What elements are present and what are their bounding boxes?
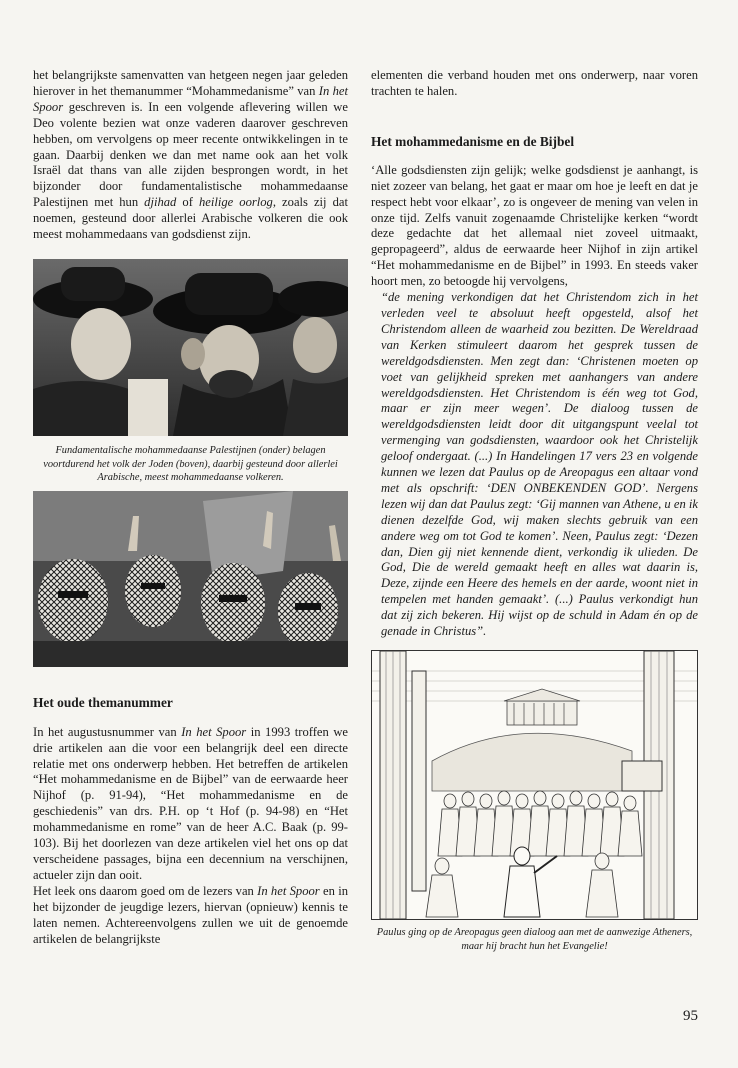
continued-paragraph: elementen die verband houden met ons onderwerp, naar voren trachten te halen. — [371, 68, 698, 98]
old-issue-paragraph-1: In het augustusnummer van In het Spoor in 1993 troffen we drie artikelen aan die voor een belangrijk deel een directe relatie met ons onderwerp hebben. Het betreffen de artikelen “Het mohammedanisme en de Bijbel” van de eerwaarde heer Nijhof (p. 91-94), “Het mohammedanisme en de geschiedenis” van drs. P.H. op ‘t Hof (p. 94-98) en “Het mohammedanisme en rome” van de heer A.C. Baak (p. 99-103). Bij het doorlezen van deze artikelen viel het ons op dat verscheidene passages, bijna een decennium na verschijnen, actueler zijn dan ooit. — [33, 724, 349, 882]
intro-paragraph: het belangrijkste samenvatten van hetgeen negen jaar geleden hierover in het themanummer “Mohammedanisme” van In het Spoor geschreven is. In een volgende aflevering willen we Deo volente bezien wat onze vaderen daarover geschreven hebben, om vervolgens op meer recente ontwikkelingen in te gaan. Daarbij denken we dan met name ook aan het volk Israël dat thans van alle zijden besprongen wordt, in het bijzonder door fundamentalistische mohammedaanse Palestijnen met hun djihad of heilige oorlog, zoals zij dat noemen, gesteund door allerlei Arabische volkeren die ook meest mohammedaans van godsdienst zijn. — [33, 68, 348, 242]
quote-text: “de mening verkondigen dat het Christendom zich in het verleden veel te absoluut heeft opgesteld, alsof het Christendom alleen de waarheid zou bezitten. De Wereldraad van Kerken stimuleert daarom het gesprek tussen de wereldgodsdiensten. Men zegt dan: ‘Christenen moeten op voet van gelijkheid spreken met aanhangers van andere wereldgodsdiensten. Het Christendom is één weg tot God, maar er zijn meer wegen’. De dialoog tussen de wereldgodsdiensten leidt door dit uitgangspunt veelal tot vermenging van godsdiensten, waardoor ook het Christelijk geloof ondergaat. (...) In Handelingen 17 vers 23 en volgende kunnen we lezen dat Paulus op de Areopagus een altaar vond met als opschrift: ‘DEN ONBEKENDEN GOD’. Nergens lezen wij dan dat Paulus zegt: ‘Gij mannen van Athene, u en ik dienen dezelfde God, wij maken slechts gebruik van een andere weg om tot God te komen’. Neen, Paulus zegt: ‘Dezen dan, Dien gij niet kennende dient, verkondig ik ulieden. De God, Die de wereld gemaakt heeft en alles wat daarin is, Deze, zijnde een Heere des hemels en der aarde, woont niet in tempelen met handen gemaakt’. (...) Paulus verkondigt hun dat zij zich bekeren. Hij wijst op de schuld in Adam én op de genade in Christus”. — [381, 290, 699, 639]
page-number: 95 — [683, 1008, 698, 1024]
section-heading-bible: Het mohammedanisme en de Bijbel — [371, 133, 575, 149]
section-heading-old-issue: Het oude themanummer — [33, 694, 173, 710]
illustration-caption: Paulus ging op de Areopagus geen dialoog aan met de aanwezige Atheners, maar hij bracht hun het Evangelie! — [376, 927, 693, 952]
right-column — [371, 68, 698, 953]
areopagus-illustration — [371, 650, 698, 920]
photo-protesters — [33, 491, 348, 667]
old-issue-paragraph-2: Het leek ons daarom goed om de lezers van In het Spoor en in het bijzonder de jeugdige lezers, hiervan (opnieuw) kennis te laten nemen. Achtereenvolgens zullen we uit de genoemde artikelen de belangrijkste — [33, 883, 349, 946]
photo-caption: Fundamentalische mohammedaanse Palestijnen (onder) belagen voortdurend het volk der Joden (boven), daarbij gesteund door allerlei Arabische, meest mohammedaanse volkeren. — [43, 444, 338, 484]
nijhof-quote — [371, 290, 698, 640]
photo-jewish-men — [33, 259, 348, 436]
bible-paragraph: ‘Alle godsdiensten zijn gelijk; welke godsdienst je aanhangt, is niet zozeer van belang, het gaat er maar om hoe je leeft en dat je respect hebt voor elkaar’, zo is ongeveer de mening van velen in onze tijd. Zelfs vanuit zogenaamde Christelijke kerken “wordt deze gedachte dat het allemaal niet zoveel uitmaakt, gepropageerd”, aldus de eerwaarde heer Nijhof in zijn artikel “Het mohammedanisme en de Bijbel” in 1993. En steeds vaker hoort men, zo betoogde hij vervolgens, — [371, 162, 698, 289]
left-column — [33, 68, 348, 947]
